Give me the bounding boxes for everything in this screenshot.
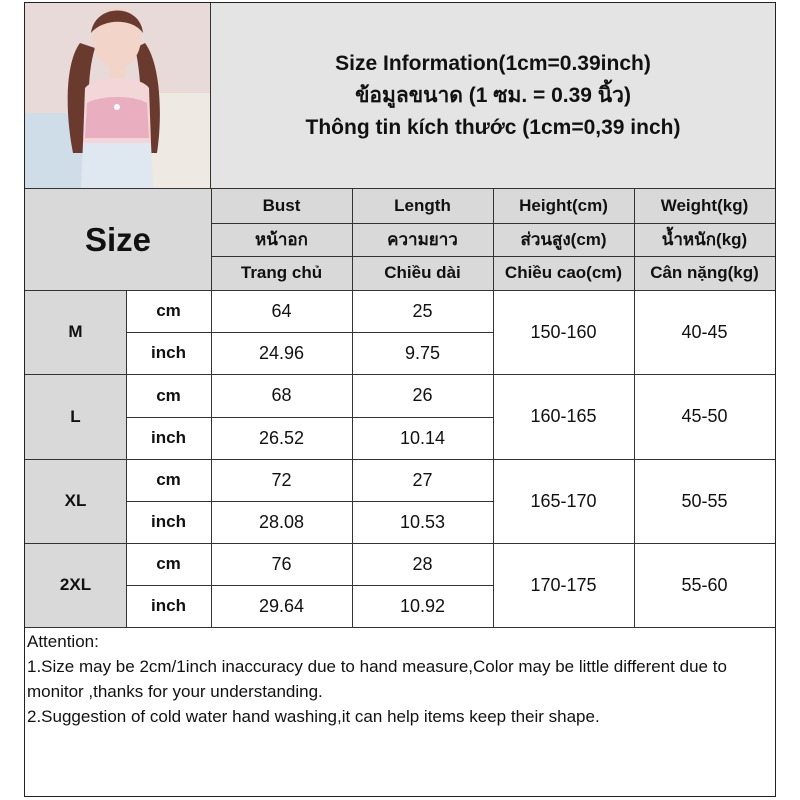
col-length-th: ความยาว xyxy=(352,223,493,256)
col-height-th: ส่วนสูง(cm) xyxy=(493,223,634,256)
unit-label-inch: inch xyxy=(151,428,186,447)
col-bust-vi: Trang chủ xyxy=(211,256,352,290)
bust-inch-value: 28.08 xyxy=(258,511,305,532)
unit-label-cm: cm xyxy=(156,554,181,573)
weight-value: 40-45 xyxy=(681,321,728,342)
col-length-en: Length xyxy=(352,189,493,223)
product-photo xyxy=(25,3,210,188)
weight-value: 45-50 xyxy=(681,406,728,426)
title-english: Size Information(1cm=0.39inch) xyxy=(335,52,651,75)
table-rule xyxy=(126,585,493,586)
size-header-cell xyxy=(25,189,211,290)
col-bust-en: Bust xyxy=(211,189,352,223)
length-cm-value: 26 xyxy=(412,385,433,405)
size-chart-sheet xyxy=(24,2,776,797)
table-rule xyxy=(493,189,494,627)
unit-label-cm: cm xyxy=(156,385,181,405)
col-height-en: Height(cm) xyxy=(493,189,634,223)
col-height-vi: Chiều cao(cm) xyxy=(493,256,634,290)
size-row-label: M xyxy=(25,290,126,374)
bust-cm-value: 72 xyxy=(271,469,292,490)
height-value: 170-175 xyxy=(530,574,597,595)
table-rule xyxy=(25,459,775,460)
bust-inch-value: 29.64 xyxy=(258,595,305,616)
table-rule xyxy=(634,189,635,627)
table-rule xyxy=(25,374,775,375)
bust-cm-value: 76 xyxy=(271,553,292,574)
weight-value: 55-60 xyxy=(681,574,728,595)
unit-label-inch: inch xyxy=(151,596,186,615)
title-vietnamese: Thông tin kích thước (1cm=0,39 inch) xyxy=(305,116,681,139)
length-cm-value: 27 xyxy=(412,469,433,490)
size-row-label: 2XL xyxy=(25,543,126,627)
table-rule xyxy=(210,3,211,189)
bust-cm-value: 68 xyxy=(271,385,292,405)
length-inch-value: 10.92 xyxy=(399,595,446,616)
notes-line-1: 1.Size may be 2cm/1inch inaccuracy due to hand measure,Color may be little different due to monitor ,thanks for your understanding. xyxy=(27,657,727,701)
col-weight-en: Weight(kg) xyxy=(634,189,775,223)
height-value: 160-165 xyxy=(530,406,597,426)
notes-heading: Attention: xyxy=(27,632,99,651)
size-row-label: XL xyxy=(25,459,126,543)
bust-cm-value: 64 xyxy=(271,300,292,321)
size-header-label: Size xyxy=(84,220,152,258)
title-thai: ข้อมูลขนาด (1 ซม. = 0.39 นิ้ว) xyxy=(355,84,631,107)
col-weight-th: น้ำหนัก(kg) xyxy=(634,223,775,256)
weight-value: 50-55 xyxy=(681,490,728,511)
table-rule xyxy=(126,501,493,502)
table-rule xyxy=(126,290,127,627)
notes-line-2: 2.Suggestion of cold water hand washing,it can help items keep their shape. xyxy=(27,707,600,726)
col-length-vi: Chiều dài xyxy=(352,256,493,290)
col-weight-vi: Cân nặng(kg) xyxy=(634,256,775,290)
table-rule xyxy=(25,627,775,628)
bust-inch-value: 26.52 xyxy=(258,427,305,448)
length-cm-value: 28 xyxy=(412,553,433,574)
height-value: 150-160 xyxy=(530,321,597,342)
table-rule xyxy=(211,189,212,627)
table-rule xyxy=(126,332,493,333)
size-row-label: L xyxy=(25,374,126,459)
table-rule xyxy=(352,189,353,627)
table-rule xyxy=(25,543,775,544)
height-value: 165-170 xyxy=(530,490,597,511)
table-rule xyxy=(126,417,493,418)
length-inch-value: 10.53 xyxy=(399,511,446,532)
product-photo-illustration xyxy=(25,3,210,188)
title-block xyxy=(211,3,775,189)
attention-notes xyxy=(27,629,767,729)
unit-label-inch: inch xyxy=(151,343,186,362)
table-rule xyxy=(25,290,775,291)
unit-label-inch: inch xyxy=(151,512,186,531)
length-cm-value: 25 xyxy=(412,300,433,321)
length-inch-value: 10.14 xyxy=(399,427,446,448)
unit-label-cm: cm xyxy=(156,470,181,489)
unit-label-cm: cm xyxy=(156,301,181,320)
bust-inch-value: 24.96 xyxy=(258,342,305,363)
table-rule xyxy=(25,188,775,189)
length-inch-value: 9.75 xyxy=(404,342,441,363)
col-bust-th: หน้าอก xyxy=(211,223,352,256)
